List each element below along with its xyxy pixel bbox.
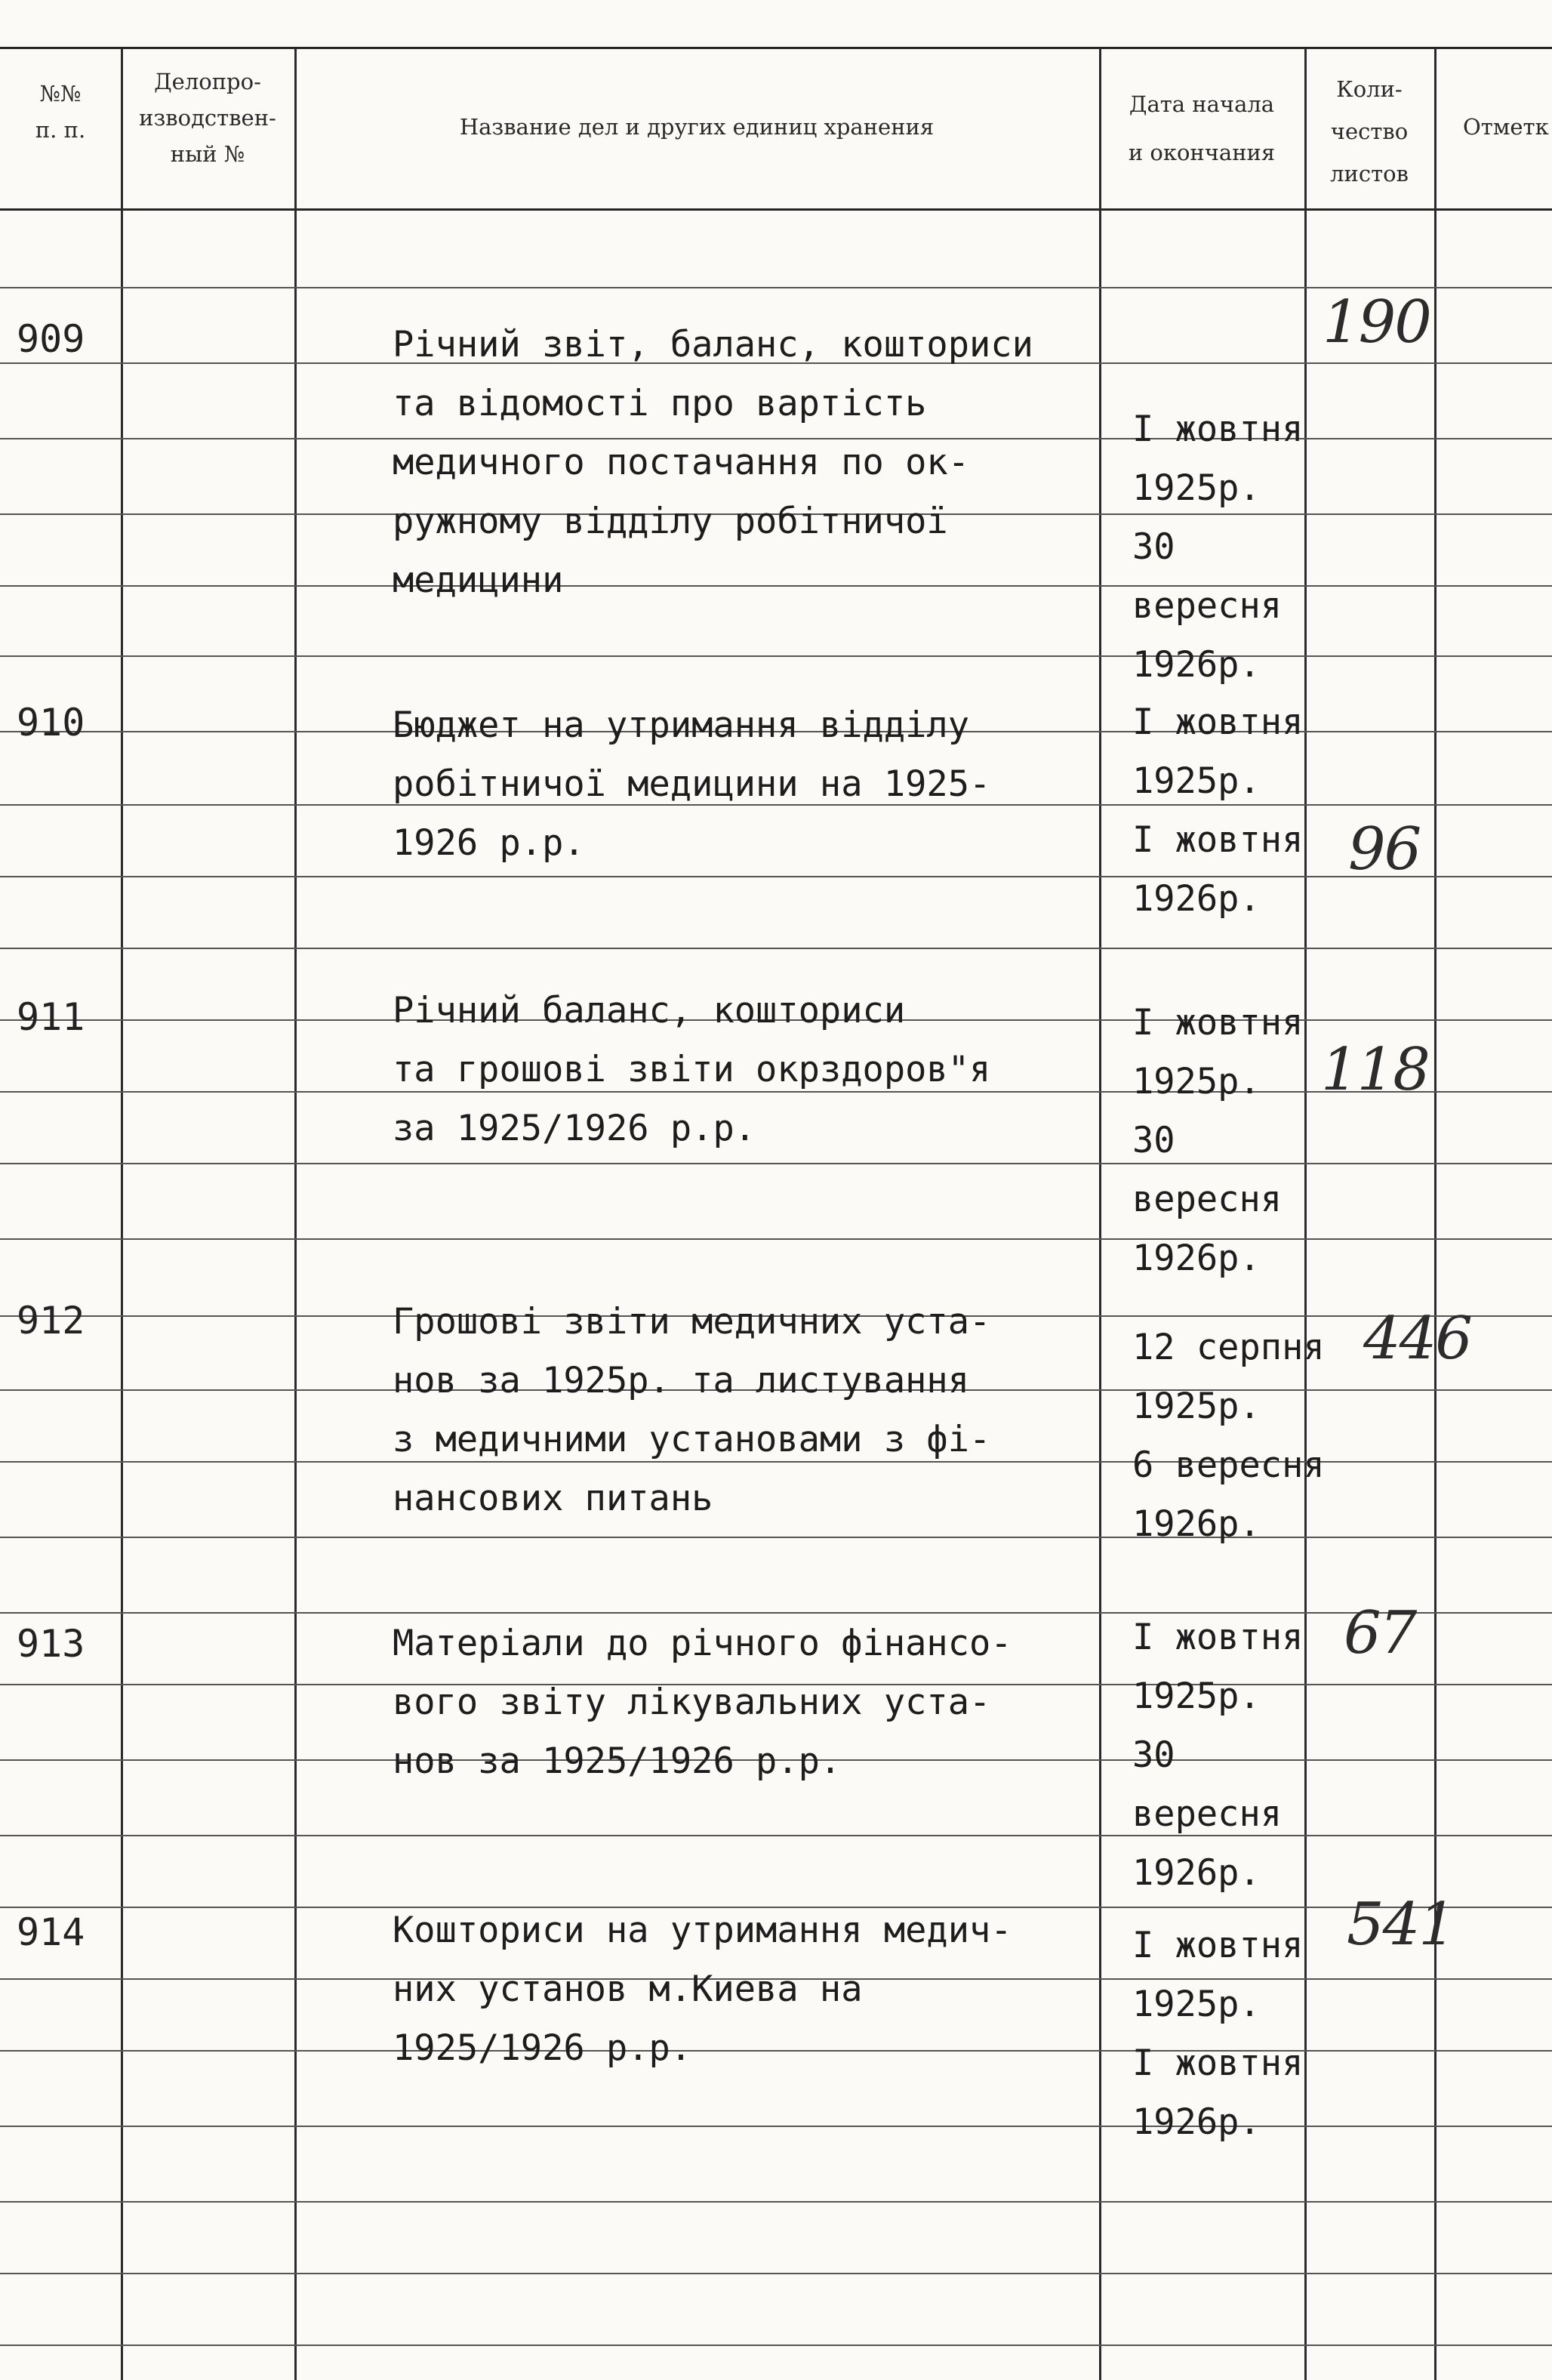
header-number: №№ п. п. xyxy=(35,81,86,143)
header-office-number: Делопро- изводствен- ный № xyxy=(139,69,276,167)
record-title: Річний баланс, кошториси та грошові звіти окрздоров"я за 1925/1926 р.р. xyxy=(393,990,991,1149)
ruled-line xyxy=(0,287,1552,288)
ruled-line xyxy=(0,948,1552,949)
ruled-line xyxy=(0,2201,1552,2203)
record-title: Бюджет на утримання відділу робітничої медицини на 1925- 1926 р.р. xyxy=(393,704,991,864)
record-title: Кошториси на утримання медич- них установ м.Киева на 1925/1926 р.р. xyxy=(393,1910,1012,2069)
top-border xyxy=(0,47,1552,49)
sheet-count: 96 xyxy=(1348,815,1421,883)
ruled-line xyxy=(0,2273,1552,2274)
record-dates: І жовтня 1925р. 30 вересня 1926р. xyxy=(1132,1617,1304,1894)
record-number: 909 xyxy=(17,317,85,361)
record-number: 911 xyxy=(17,995,85,1039)
record-dates: 12 серпня 1925р. 6 вересня 1926р. xyxy=(1132,1327,1325,1545)
column-rule xyxy=(121,48,123,2380)
record-dates: І жовтня 1925р. 30 вересня 1926р. xyxy=(1132,1002,1304,1279)
header-sheets: Коли- чество листов xyxy=(1330,76,1409,187)
record-dates: І жовтня 1925р. 30 вересня 1926р. xyxy=(1132,408,1304,686)
sheet-count: 446 xyxy=(1363,1305,1471,1373)
sheet-count: 67 xyxy=(1344,1599,1416,1667)
record-title: Річний звіт, баланс, кошториси та відомості про вартість медичного постачання по ок- ружному відділу робітничої медицини xyxy=(393,324,1033,601)
record-dates: І жовтня 1925р. І жовтня 1926р. xyxy=(1132,701,1304,920)
sheet-count: 118 xyxy=(1321,1036,1429,1104)
record-number: 914 xyxy=(17,1910,85,1954)
column-rule xyxy=(294,48,297,2380)
record-title: Матеріали до річного фінансо- вого звіту лікувальних уста- нов за 1925/1926 р.р. xyxy=(393,1623,1012,1782)
record-title: Грошові звіти медичних уста- нов за 1925р. та листування з медичними установами з фі- нансових питань xyxy=(393,1301,991,1519)
header-dates: Дата начала и окончания xyxy=(1128,91,1276,165)
record-dates: І жовтня 1925р. І жовтня 1926р. xyxy=(1132,1925,1304,2143)
record-number: 912 xyxy=(17,1299,85,1343)
record-number: 910 xyxy=(17,701,85,745)
header-title: Название дел и других единиц хранения xyxy=(459,114,935,140)
sheet-count: 190 xyxy=(1323,288,1430,356)
sheet-count: 541 xyxy=(1347,1891,1455,1959)
header-notes: Отметк xyxy=(1463,114,1549,140)
ruled-line xyxy=(0,2345,1552,2346)
header-divider xyxy=(0,208,1552,211)
column-rule xyxy=(1434,48,1437,2380)
record-number: 913 xyxy=(17,1622,85,1666)
